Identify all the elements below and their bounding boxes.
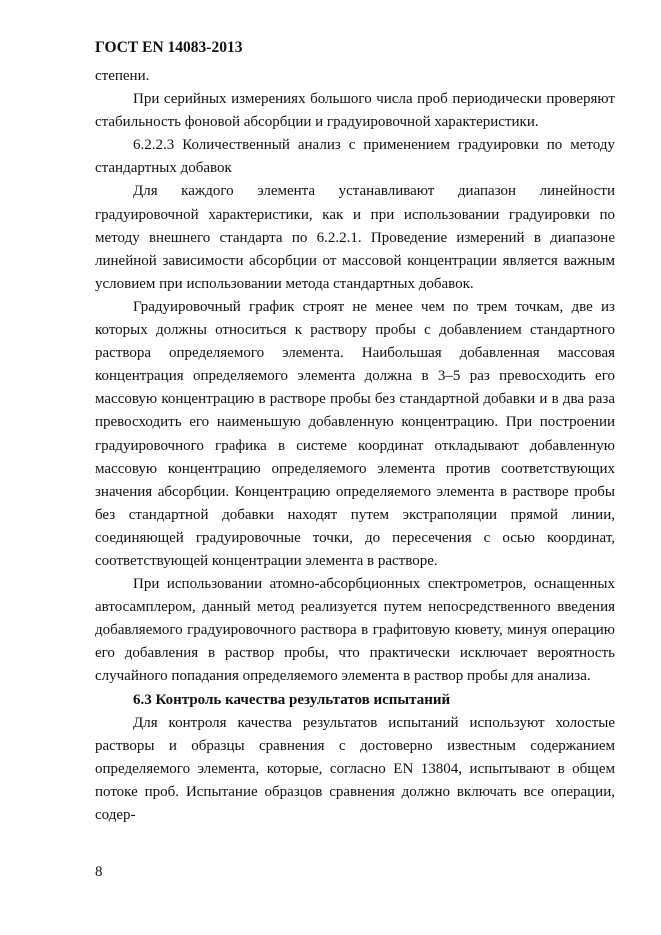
subsection-heading-6-2-2-3: 6.2.2.3 Количественный анализ с применением градуировки по методу стандартных добавок <box>95 137 615 177</box>
document-header-title: ГОСТ EN 14083-2013 <box>95 39 243 56</box>
paragraph-serial-measurements: При серийных измерениях большого числа проб периодически проверяют стабильность фоновой абсорбции и градуировочной характеристики. <box>95 91 615 131</box>
document-page <box>95 38 615 827</box>
page-number: 8 <box>95 864 103 880</box>
paragraph-calibration-graph: Градуировочный график строят не менее чем по трем точкам, две из которых должны относиться к раствору пробы с добавлением стандартного раствора определяемого элемента. Наибольшая добавленная массовая концентрация определяемого элемента должна в 3–5 раз превосходить его массовую концентрацию в растворе пробы без стандартной добавки и в два раза превосходить его наименьшую добавленную концентрацию. При построении градуировочного графика в системе координат откладывают добавленную массовую концентрацию определяемого элемента против соответствующих значения абсорбции. Концентрацию определяемого элемента в растворе пробы без стандартной добавки находят путем экстраполяции прямой линии, соединяющей градуировочные точки, до пересечения с осью координат, соответствующей концентрации элемента в растворе. <box>95 298 615 569</box>
paragraph-continuation: степени. <box>95 68 150 84</box>
paragraph-autosampler: При использовании атомно-абсорбционных спектрометров, оснащенных автосамплером, данный метод реализуется путем непосредственного введения добавляемого градуировочного раствора в графитовую кювету, минуя операцию его добавления в раствор пробы, что практически исключает вероятность случайного попадания определяемого элемента в раствор пробы для анализа. <box>95 576 615 685</box>
section-heading-6-3: 6.3 Контроль качества результатов испытаний <box>133 691 451 708</box>
paragraph-quality-control: Для контроля качества результатов испытаний используют холостые растворы и образцы сравнения с достоверно известным содержанием определяемого элемента, которые, согласно EN 13804, испытывают в общем потоке проб. Испытание образцов сравнения должно включать все операции, содер- <box>95 714 615 823</box>
paragraph-linearity-range: Для каждого элемента устанавливают диапазон линейности градуировочной характеристики, как и при использовании градуировки по методу внешнего стандарта по 6.2.2.1. Проведение измерений в диапазоне линейной зависимости абсорбции от массовой концентрации является важным условием при использовании метода стандартных добавок. <box>95 183 615 292</box>
